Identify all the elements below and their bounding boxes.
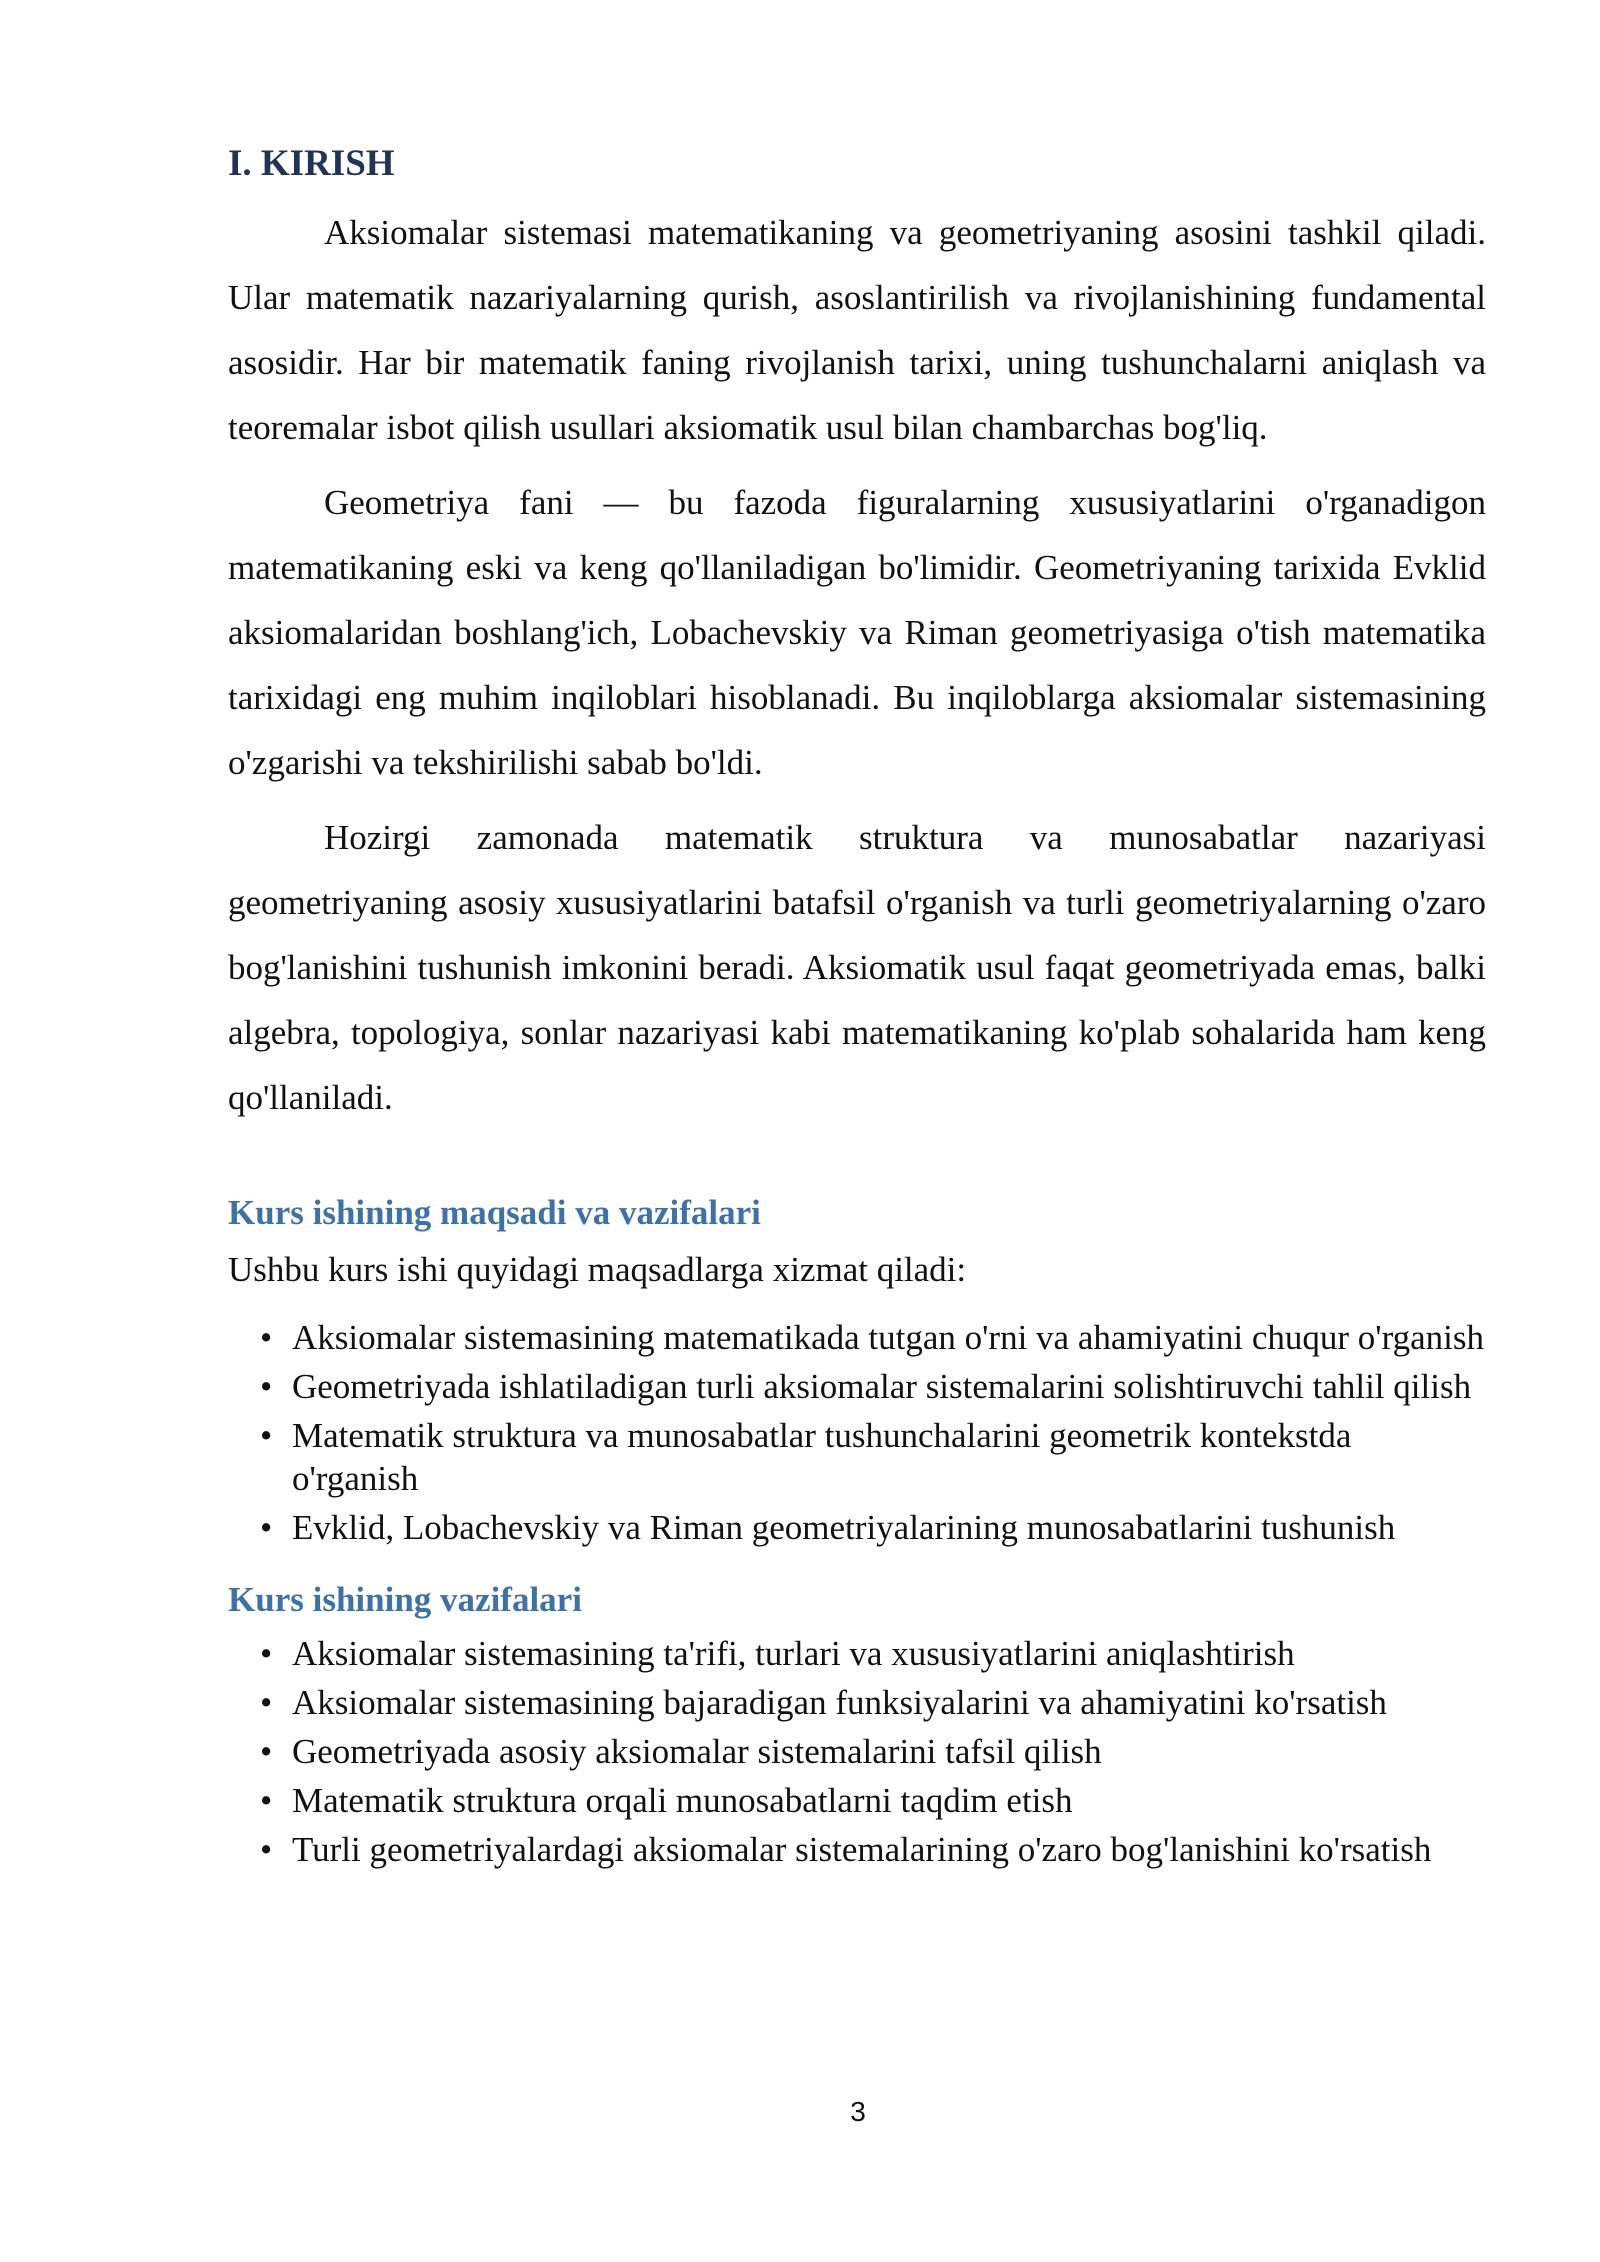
list-item [228,1414,1486,1500]
bullet-icon: • [260,1830,273,1870]
list-item-text: Matematik struktura va munosabatlar tushunchalarini geometrik kontekstda o'rganish [292,1416,1352,1499]
bullet-icon: • [260,1508,273,1548]
goals-heading: Kurs ishining maqsadi va vazifalari [228,1193,761,1233]
page-number: 3 [850,2096,866,2127]
list-item [228,1506,1486,1549]
goals-intro: Ushbu kurs ishi quyidagi maqsadlarga xizmat qiladi: [228,1250,967,1290]
bullet-icon: • [260,1683,273,1723]
list-item [228,1681,1486,1724]
bullet-icon: • [260,1634,273,1674]
list-item [228,1632,1486,1675]
document-page [228,140,1486,1877]
intro-paragraph-3: Hozirgi zamonada matematik struktura va munosabatlar nazariyasi geometriyaning asosiy xususiyatlarini batafsil o'rganish va turli geometriyalarning o'zaro bog'lanishini tushunish imkonini beradi. Aksiomatik usul faqat geometriyada emas, balki algebra, topologiya, sonlar nazariyasi kabi matematikaning ko'plab sohalarida ham keng qo'llaniladi. [228,818,1486,1118]
list-item-text: Aksiomalar sistemasining matematikada tutgan o'rni va ahamiyatini chuqur o'rganish [292,1318,1484,1358]
section-heading: I. KIRISH [228,143,395,184]
bullet-icon: • [260,1318,273,1358]
list-item-text: Aksiomalar sistemasining bajaradigan funksiyalarini va ahamiyatini ko'rsatish [292,1683,1387,1723]
bullet-icon: • [260,1732,273,1772]
bullet-icon: • [260,1367,273,1407]
list-item-text: Evklid, Lobachevskiy va Riman geometriyalarining munosabatlarini tushunish [292,1508,1396,1548]
intro-paragraph-1: Aksiomalar sistemasi matematikaning va geometriyaning asosini tashkil qiladi. Ular matematik nazariyalarning qurish, asoslantirilish va rivojlanishining fundamental asosidir. Har bir matematik faning rivojlanish tarixi, uning tushunchalarni aniqlash va teoremalar isbot qilish usullari aksiomatik usul bilan chambarchas bog'liq. [228,213,1486,448]
list-item [228,1828,1486,1871]
bullet-icon: • [260,1416,273,1456]
list-item [228,1730,1486,1773]
list-item-text: Turli geometriyalardagi aksiomalar sistemalarining o'zaro bog'lanishini ko'rsatish [292,1830,1432,1870]
list-item [228,1779,1486,1822]
intro-paragraph-2: Geometriya fani — bu fazoda figuralarning xususiyatlarini o'rganadigon matematikaning eski va keng qo'llaniladigan bo'limidir. Geometriyaning tarixida Evklid aksiomalaridan boshlang'ich, Lobachevskiy va Riman geometriyasiga o'tish matematika tarixidagi eng muhim inqiloblari hisoblanadi. Bu inqiloblarga aksiomalar sistemasining o'zgarishi va tekshirilishi sabab bo'ldi. [228,483,1486,783]
tasks-list [228,1632,1486,1871]
goals-list [228,1316,1486,1549]
list-item-text: Aksiomalar sistemasining ta'rifi, turlari va xususiyatlarini aniqlashtirish [292,1634,1295,1674]
list-item [228,1365,1486,1408]
list-item-text: Geometriyada asosiy aksiomalar sistemalarini tafsil qilish [292,1732,1102,1772]
tasks-heading: Kurs ishining vazifalari [228,1580,582,1620]
list-item-text: Geometriyada ishlatiladigan turli aksiomalar sistemalarini solishtiruvchi tahlil qilish [292,1367,1472,1407]
list-item-text: Matematik struktura orqali munosabatlarni taqdim etish [292,1781,1073,1821]
bullet-icon: • [260,1781,273,1821]
list-item [228,1316,1486,1359]
